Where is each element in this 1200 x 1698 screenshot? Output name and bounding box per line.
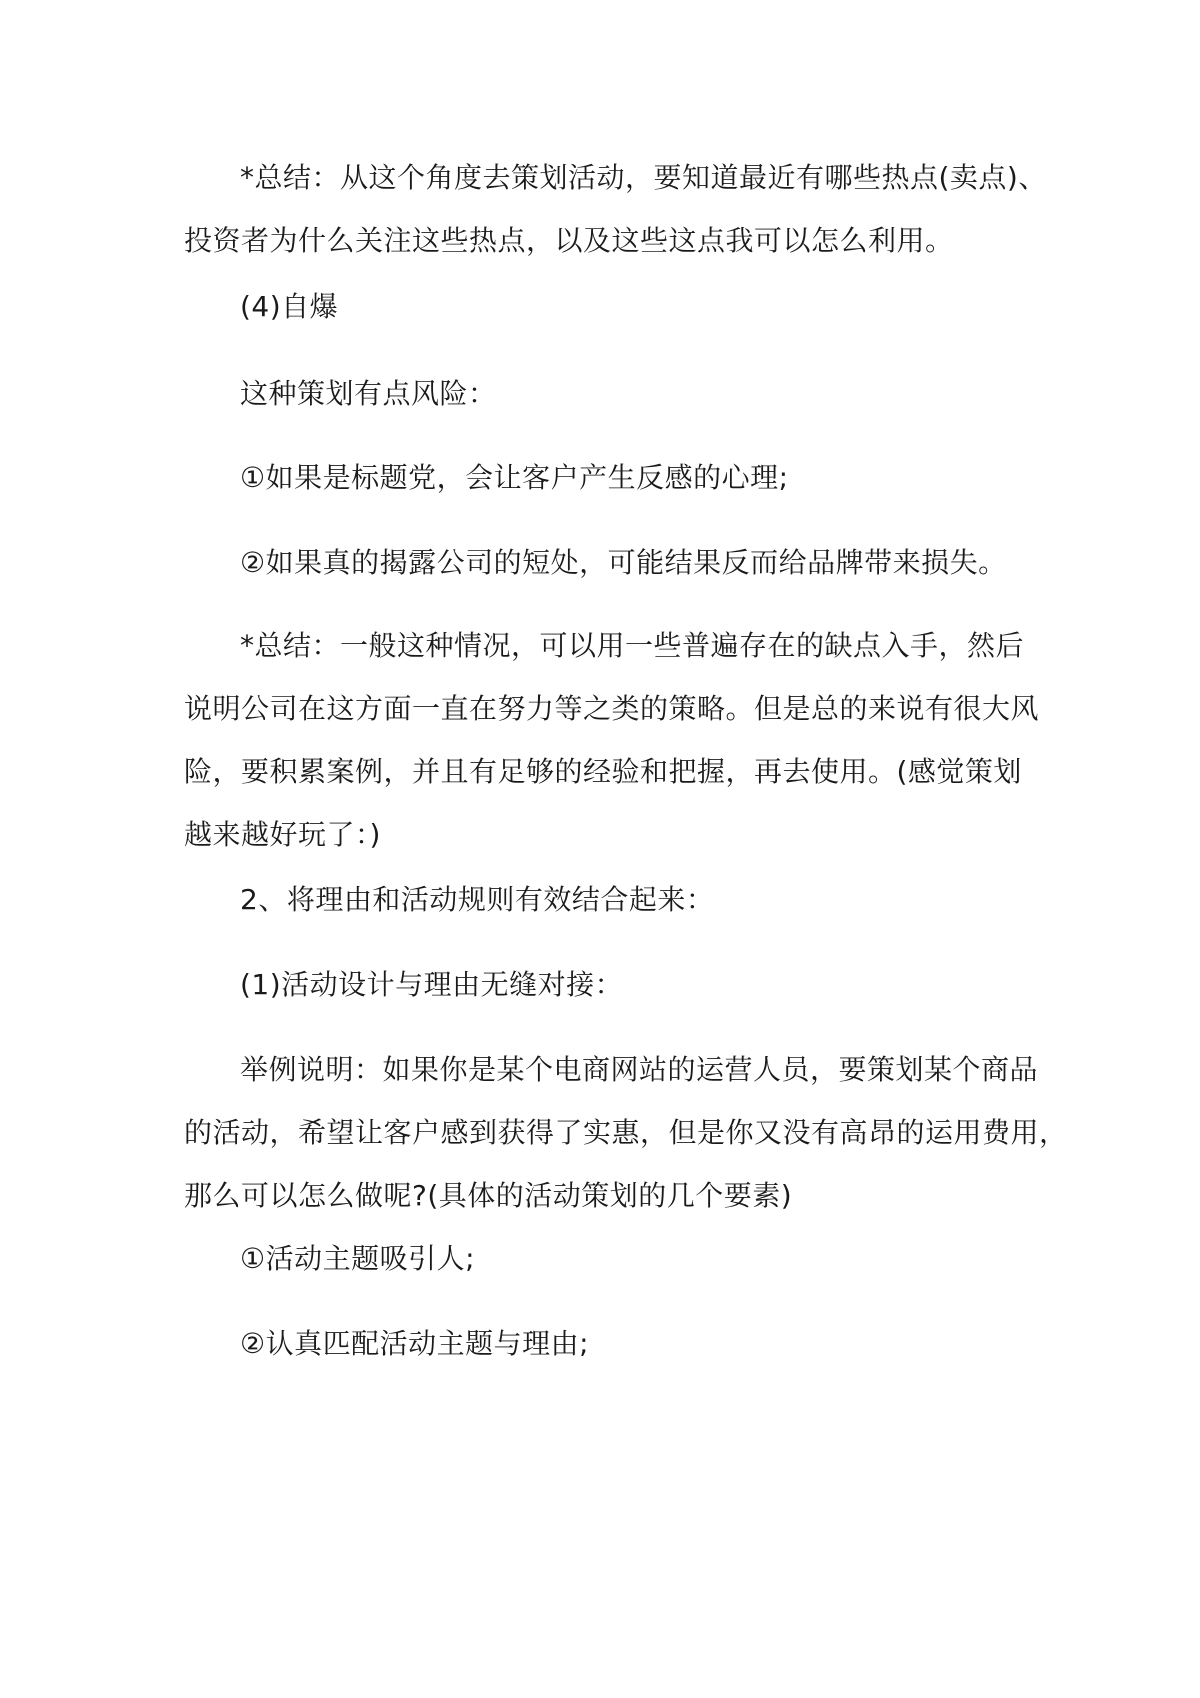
- list-item-risk-1: [184, 446, 1024, 509]
- text-line: ①活动主题吸引人;: [240, 1242, 476, 1275]
- text-line: ①如果是标题党，会让客户产生反感的心理;: [240, 461, 789, 494]
- list-item-element-2: [184, 1312, 1024, 1375]
- paragraph-example: [184, 1038, 1068, 1227]
- text-line: 险，要积累案例，并且有足够的经验和把握，再去使用。(感觉策划: [184, 755, 1022, 788]
- section-heading-combine-rules: [184, 868, 1024, 931]
- text-line: 投资者为什么关注这些热点，以及这些这点我可以怎么利用。: [184, 224, 954, 257]
- list-item-risk-2: [184, 531, 1024, 594]
- subsection-heading-seamless: [184, 953, 1024, 1016]
- text-line: 2、将理由和活动规则有效结合起来：: [240, 883, 715, 916]
- text-line: (4)自爆: [240, 290, 339, 323]
- paragraph-risk-intro: [184, 362, 1024, 425]
- paragraph-summary-hotspots: [184, 146, 1047, 272]
- text-line: 说明公司在这方面一直在努力等之类的策略。但是总的来说有很大风: [184, 692, 1040, 725]
- text-line: 那么可以怎么做呢?(具体的活动策划的几个要素): [184, 1179, 793, 1212]
- text-line: 这种策划有点风险：: [240, 377, 497, 410]
- text-line: ②认真匹配活动主题与理由;: [240, 1327, 590, 1360]
- list-item-element-1: [184, 1227, 1024, 1290]
- text-line: 的活动，希望让客户感到获得了实惠，但是你又没有高昂的运用费用，: [184, 1116, 1068, 1149]
- text-line: (1)活动设计与理由无缝对接：: [240, 968, 624, 1001]
- text-line: *总结：一般这种情况，可以用一些普遍存在的缺点入手，然后: [240, 629, 1025, 662]
- text-line: 越来越好玩了：): [184, 818, 381, 851]
- text-line: *总结：从这个角度去策划活动，要知道最近有哪些热点(卖点)、: [240, 161, 1047, 194]
- text-line: 举例说明：如果你是某个电商网站的运营人员，要策划某个商品: [240, 1053, 1039, 1086]
- text-line: ②如果真的揭露公司的短处，可能结果反而给品牌带来损失。: [240, 546, 1007, 579]
- paragraph-summary-risk: [184, 614, 1040, 866]
- section-heading-self-expose: [184, 275, 1024, 338]
